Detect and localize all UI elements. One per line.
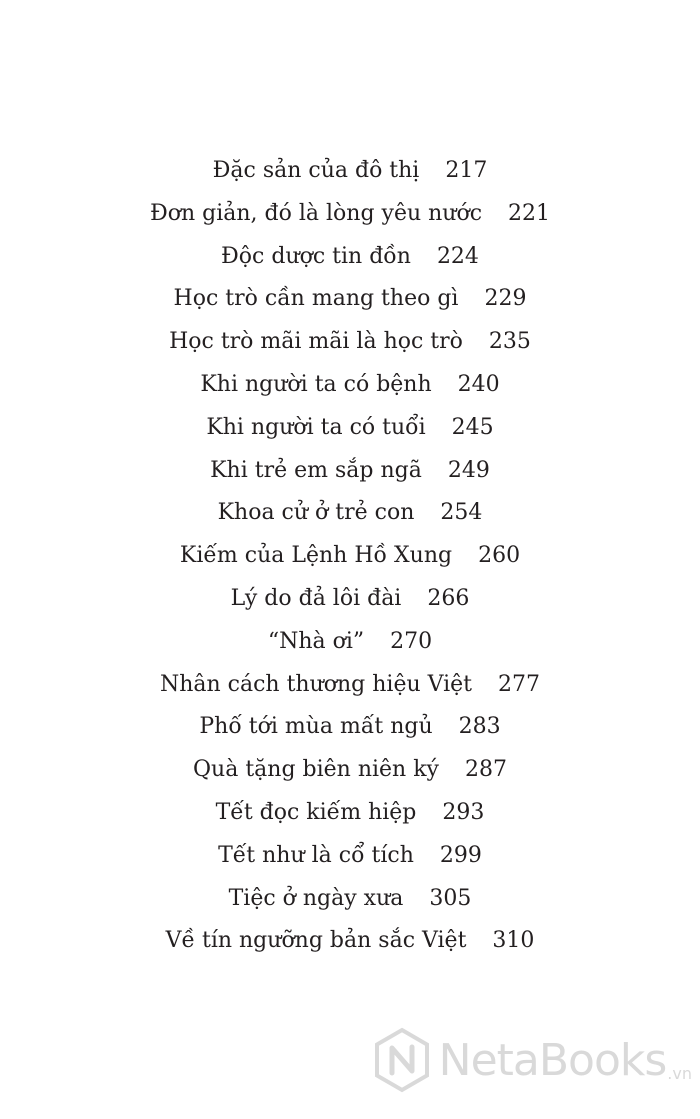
toc-entry bbox=[0, 450, 700, 493]
watermark-brand-text: NetaBooks bbox=[438, 1034, 667, 1086]
toc-entry-page: 224 bbox=[436, 243, 479, 269]
toc-entry bbox=[0, 193, 700, 236]
toc-entry-title: “Nhà ơi” bbox=[267, 628, 365, 654]
toc-entry-page: 217 bbox=[445, 158, 488, 183]
toc-entry-page: 277 bbox=[498, 671, 541, 697]
toc-entry bbox=[0, 535, 700, 578]
toc-entry-page: 249 bbox=[447, 457, 490, 483]
netabooks-watermark bbox=[373, 1027, 692, 1093]
toc-entry-page: 229 bbox=[484, 286, 527, 312]
toc-entry-title: Khi trẻ em sắp ngã bbox=[210, 457, 422, 483]
toc-entry bbox=[0, 664, 700, 707]
toc-entry bbox=[0, 878, 700, 921]
toc-entry-page: 240 bbox=[457, 371, 500, 397]
toc-entry bbox=[0, 920, 700, 963]
toc-entry bbox=[0, 150, 700, 193]
toc-entry-page: 287 bbox=[464, 757, 507, 783]
toc-entry bbox=[0, 278, 700, 321]
toc-entry-page: 266 bbox=[427, 585, 470, 611]
toc-entry-title: Tiệc ở ngày xưa bbox=[228, 885, 404, 911]
toc-entry bbox=[0, 835, 700, 878]
toc-entry-title: Tết như là cổ tích bbox=[218, 842, 414, 868]
toc-entry-title: Tết đọc kiếm hiệp bbox=[215, 799, 417, 825]
toc-entry-page: 260 bbox=[478, 543, 521, 569]
toc-entry-page: 293 bbox=[442, 799, 485, 825]
toc-entry-page: 254 bbox=[440, 500, 483, 526]
toc-entry-title: Quà tặng biên niên ký bbox=[193, 757, 439, 783]
toc-entry-title: Đơn giản, đó là lòng yêu nước bbox=[149, 200, 483, 226]
toc-entry-title: Đặc sản của đô thị bbox=[212, 158, 420, 183]
toc-entry-title: Học trò cần mang theo gì bbox=[173, 286, 459, 312]
toc-entry-page: 245 bbox=[451, 414, 494, 440]
toc-entry-title: Học trò mãi mãi là học trò bbox=[169, 329, 463, 355]
table-of-contents bbox=[0, 150, 700, 963]
toc-entry-title: Về tín ngưỡng bản sắc Việt bbox=[165, 928, 467, 954]
toc-entry-title: Khi người ta có tuổi bbox=[206, 414, 426, 440]
toc-entry-title: Lý do đả lôi đài bbox=[230, 585, 402, 611]
toc-entry bbox=[0, 321, 700, 364]
toc-entry-page: 221 bbox=[508, 200, 551, 226]
toc-entry bbox=[0, 492, 700, 535]
toc-entry-page: 270 bbox=[390, 628, 433, 654]
toc-entry-title: Kiếm của Lệnh Hồ Xung bbox=[179, 543, 453, 569]
toc-entry-title: Phố tới mùa mất ngủ bbox=[199, 714, 433, 740]
toc-entry-page: 299 bbox=[439, 842, 482, 868]
toc-entry-page: 235 bbox=[488, 329, 531, 355]
netabooks-logo-icon bbox=[373, 1027, 431, 1093]
toc-entry-page: 305 bbox=[429, 885, 472, 911]
toc-entry bbox=[0, 407, 700, 450]
toc-entry bbox=[0, 364, 700, 407]
watermark-domain-suffix: .vn bbox=[667, 1064, 692, 1083]
toc-entry-title: Khoa cử ở trẻ con bbox=[217, 500, 415, 526]
toc-entry bbox=[0, 749, 700, 792]
toc-entry bbox=[0, 236, 700, 279]
toc-entry bbox=[0, 706, 700, 749]
toc-entry-page: 283 bbox=[458, 714, 501, 740]
toc-entry-page: 310 bbox=[492, 928, 535, 954]
toc-entry-title: Khi người ta có bệnh bbox=[200, 371, 432, 397]
toc-entry-title: Nhân cách thương hiệu Việt bbox=[159, 671, 473, 697]
toc-entry bbox=[0, 792, 700, 835]
toc-entry-title: Độc dược tin đồn bbox=[221, 243, 411, 269]
toc-entry bbox=[0, 621, 700, 664]
toc-entry bbox=[0, 578, 700, 621]
